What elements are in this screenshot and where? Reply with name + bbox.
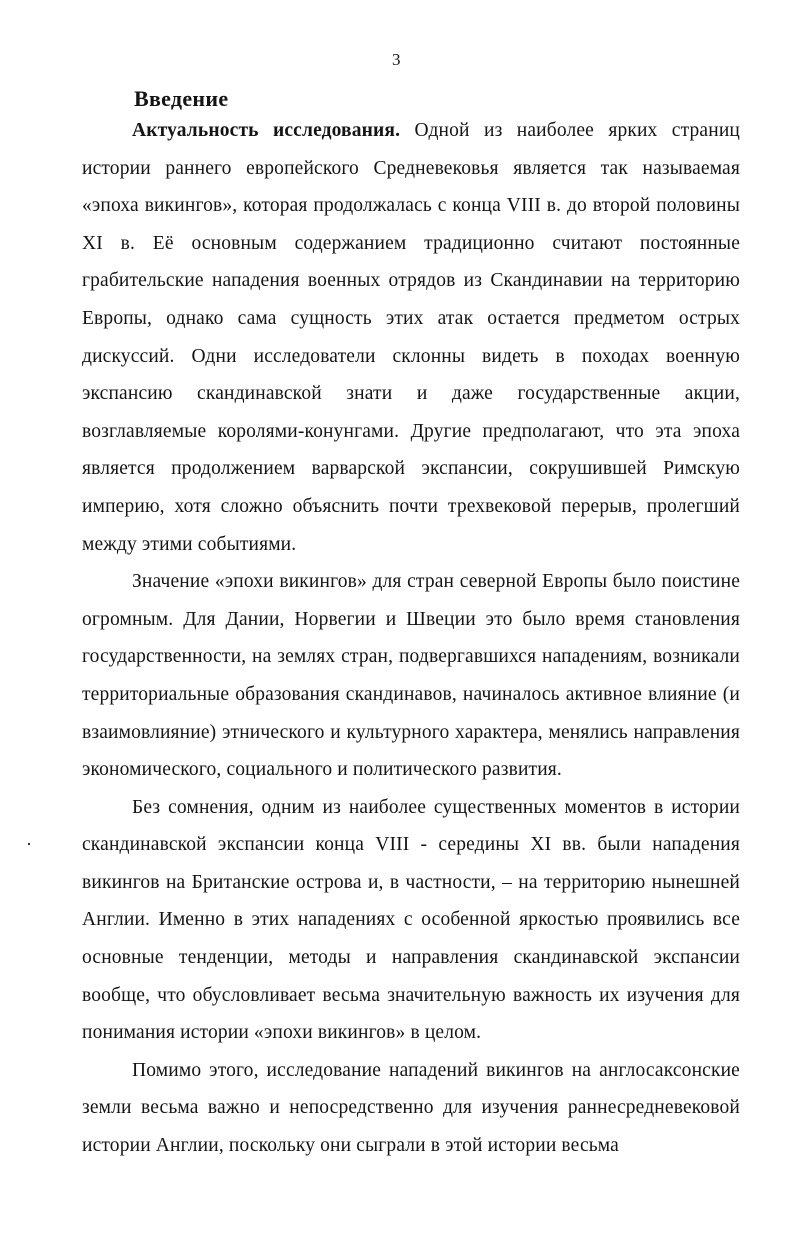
paragraph-text: Без сомнения, одним из наиболее существенных моментов в истории скандинавской экспансии конца VIII - середины XI вв. были нападения викингов на Британские острова и, в частности, – на территорию нынешней Англии. Именно в этих нападениях с особенной яркостью проявились все основные тенденции, методы и направления скандинавской экспансии вообще, что обусловливает весьма значительную важность их изучения для понимания истории «эпохи викингов» в целом. — [82, 796, 740, 1044]
page-number: 3 — [392, 50, 401, 69]
section-heading: Введение — [134, 86, 229, 111]
relevance-lead: Актуальность исследования. — [132, 120, 401, 141]
paragraph-england-history — [82, 1052, 740, 1165]
paragraph-text: Одной из наиболее ярких страниц истории раннего европейского Средневековья является так называемая «эпоха викингов», которая продолжалась с конца VIII в. до второй половины XI в. Её основным содержанием традиционно считают постоянные грабительские нападения военных отрядов из Скандинавии на территорию Европы, однако сама сущность этих атак остается предметом острых дискуссий. Одни исследователи склонны видеть в походах военную экспансию скандинавской знати и даже государственные акции, возглавляемые королями-конунгами. Другие предполагают, что эта эпоха является продолжением варварской экспансии, сокрушившей Римскую империю, хотя сложно объяснить почти трехвековой перерыв, пролегший между этими событиями. — [82, 120, 740, 555]
paragraph-text: Помимо этого, исследование нападений викингов на англосаксонские земли весьма важно и непосредственно для изучения раннесредневековой истории Англии, поскольку они сыграли в этой истории весьма — [82, 1059, 740, 1157]
paragraph-significance — [82, 563, 740, 789]
body-text — [82, 112, 740, 1165]
scan-speck — [28, 843, 30, 845]
paragraph-relevance — [82, 112, 740, 563]
paragraph-british-isles — [82, 789, 740, 1052]
paragraph-text: Значение «эпохи викингов» для стран северной Европы было поистине огромным. Для Дании, Норвегии и Швеции это было время становления государственности, на землях стран, подвергавшихся нападениям, возникали территориальные образования скандинавов, начиналось активное влияние (и взаимовлияние) этнического и культурного характера, менялись направления экономического, социального и политического развития. — [82, 571, 740, 781]
